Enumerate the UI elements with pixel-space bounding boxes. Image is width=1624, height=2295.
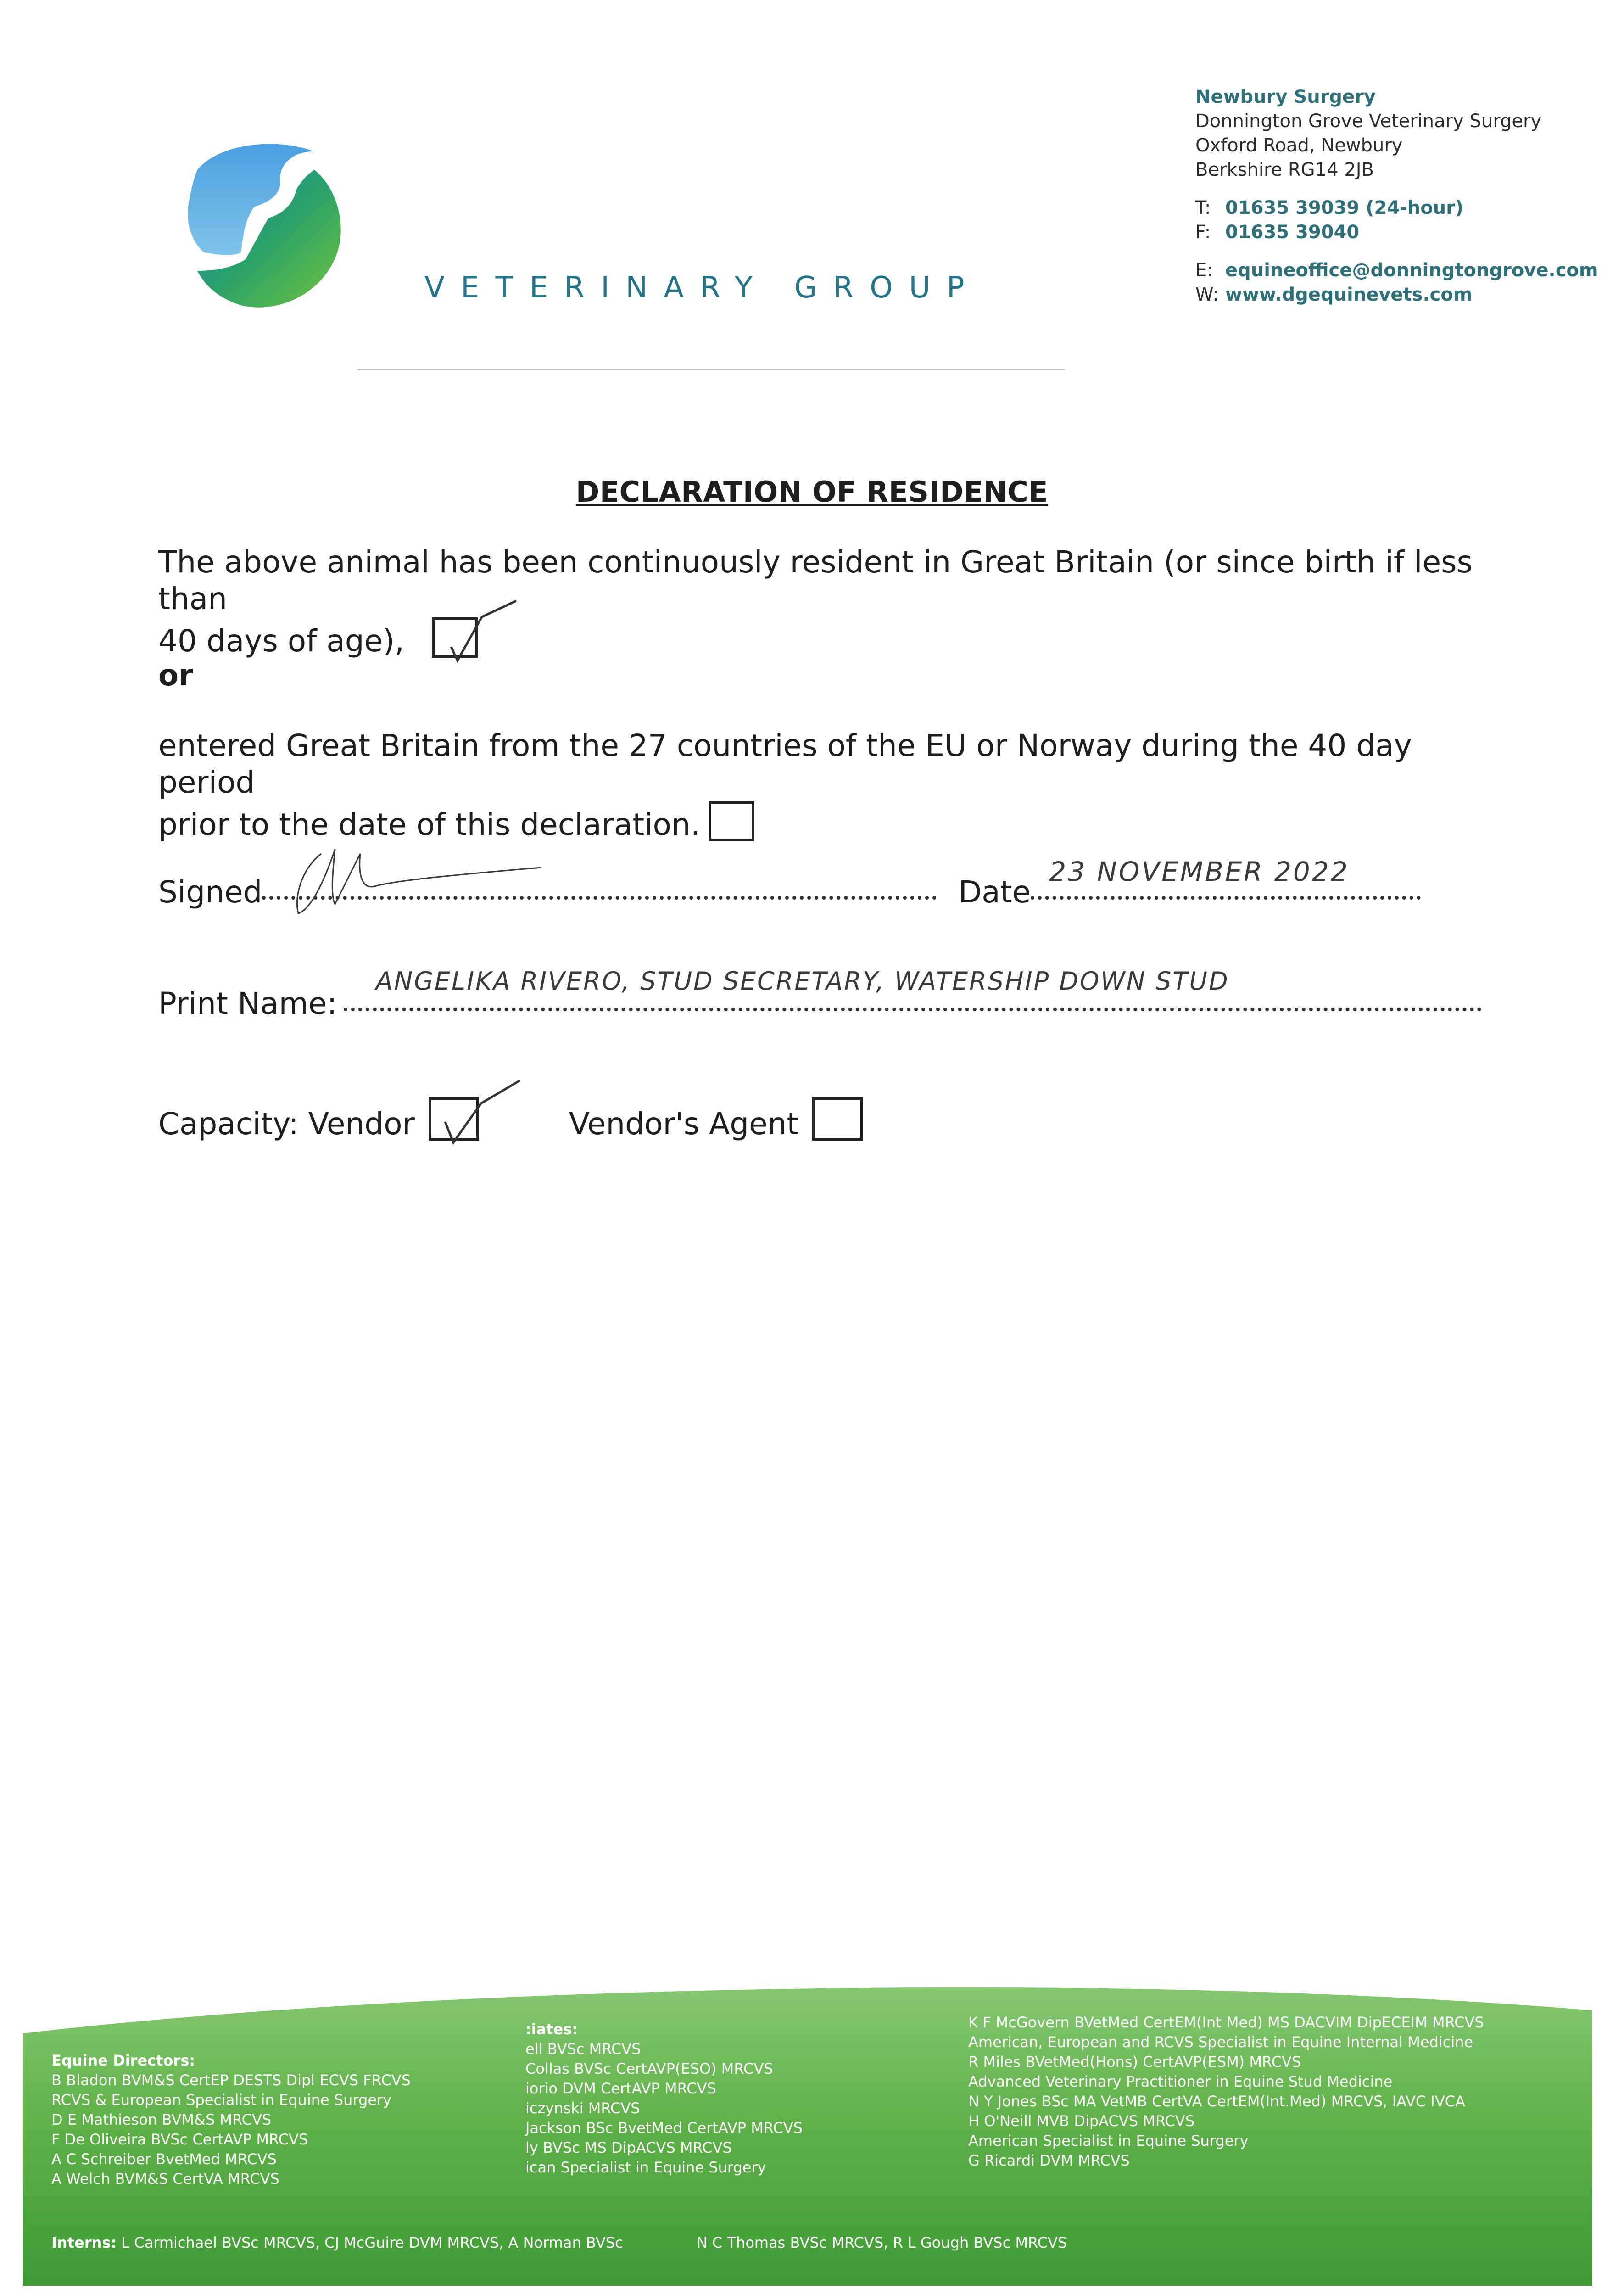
address-line: Berkshire RG14 2JB	[1195, 159, 1374, 180]
specialist-entry: American Specialist in Equine Surgery	[968, 2132, 1249, 2149]
phone-row: T: 01635 39039 (24-hour)	[1195, 197, 1464, 218]
interns-names-2: N C Thomas BVSc MRCVS, R L Gough BVSc MRCVS	[696, 2234, 1067, 2251]
director-entry: B Bladon BVM&S CertEP DESTS Dipl ECVS FRCVS	[51, 2071, 411, 2089]
specialist-entry: G Ricardi DVM MRCVS	[968, 2152, 1130, 2169]
signed-label: Signed	[158, 874, 262, 910]
vendor-agent-label: Vendor's Agent	[569, 1106, 799, 1142]
vendor-agent-checkbox[interactable]	[812, 1097, 863, 1141]
date-field[interactable]	[1031, 856, 1421, 910]
veterinary-group-logo	[177, 138, 351, 317]
interns-row	[51, 2233, 1067, 2253]
print-name-label: Print Name:	[158, 986, 337, 1021]
director-entry: D E Mathieson BVM&S MRCVS	[51, 2111, 272, 2128]
director-entry: F De Oliveira BVSc CertAVP MRCVS	[51, 2131, 308, 2148]
director-entry: A C Schreiber BvetMed MRCVS	[51, 2150, 277, 2168]
website: www.dgequinevets.com	[1225, 284, 1473, 305]
brand-name: VETERINARY GROUP	[424, 271, 981, 305]
address-line: Donnington Grove Veterinary Surgery	[1195, 111, 1542, 132]
print-name-field[interactable]	[344, 967, 1482, 1021]
interns-label: Interns:	[51, 2234, 117, 2251]
phone-number: 01635 39039 (24-hour)	[1225, 197, 1464, 218]
date-value: 23 NOVEMBER 2022	[1049, 856, 1350, 887]
option-resident-line1: The above animal has been continuously resident in Great Britain (or since birth if less than	[158, 544, 1473, 616]
option-resident	[158, 544, 1512, 660]
signature-scribble	[285, 840, 560, 923]
print-name-value: ANGELIKA RIVERO, STUD SECRETARY, WATERSHIP DOWN STUD	[375, 967, 1229, 996]
specialist-entry: American, European and RCVS Specialist in Equine Internal Medicine	[968, 2033, 1473, 2051]
directors-list	[51, 2051, 411, 2189]
associate-entry: Collas BVSc CertAVP(ESO) MRCVS	[525, 2060, 773, 2077]
footer	[0, 1969, 1624, 2295]
associate-entry: ican Specialist in Equine Surgery	[525, 2159, 766, 2176]
director-entry: RCVS & European Specialist in Equine Surgery	[51, 2091, 392, 2109]
specialist-entry: H O'Neill MVB DipACVS MRCVS	[968, 2112, 1194, 2130]
date-label: Date	[958, 874, 1031, 910]
check-mark-icon	[435, 1076, 527, 1149]
fax-row: F: 01635 39040	[1195, 222, 1360, 243]
director-entry: A Welch BVM&S CertVA MRCVS	[51, 2170, 279, 2188]
option-resident-line2: 40 days of age),	[158, 623, 404, 659]
print-name-row	[158, 967, 1471, 1021]
directors-title: Equine Directors:	[51, 2052, 195, 2069]
associate-entry: ell BVSc MRCVS	[525, 2040, 641, 2058]
header-divider	[358, 369, 1065, 370]
resident-checkbox[interactable]	[432, 617, 478, 658]
address-line: Oxford Road, Newbury	[1195, 135, 1403, 156]
vendor-checkbox[interactable]	[429, 1097, 479, 1141]
specialists-list	[968, 2013, 1484, 2171]
option-entered-line2: prior to the date of this declaration.	[158, 807, 700, 842]
capacity-vendor-label: Capacity: Vendor	[158, 1106, 415, 1142]
address-block	[1195, 85, 1608, 307]
associates-title: :iates:	[525, 2021, 578, 2038]
specialist-entry: N Y Jones BSc MA VetMB CertVA CertEM(Int.Med) MRCVS, IAVC IVCA	[968, 2093, 1465, 2110]
associate-entry: iczynski MRCVS	[525, 2099, 640, 2117]
capacity-row	[158, 1076, 1471, 1142]
associates-list	[525, 2020, 803, 2177]
interns-names: L Carmichael BVSc MRCVS, CJ McGuire DVM MRCVS, A Norman BVSc	[121, 2234, 623, 2251]
web-row: W: www.dgequinevets.com	[1195, 284, 1473, 305]
fax-number: 01635 39040	[1225, 222, 1360, 243]
option-entered	[158, 728, 1512, 843]
option-entered-line1: entered Great Britain from the 27 countries of the EU or Norway during the 40 day period	[158, 728, 1412, 800]
branch-name: Newbury Surgery	[1195, 86, 1376, 107]
associate-entry: iorio DVM CertAVP MRCVS	[525, 2080, 716, 2097]
specialist-entry: K F McGovern BVetMed CertEM(Int Med) MS DACVIM DipECEIM MRCVS	[968, 2014, 1484, 2031]
entered-checkbox[interactable]	[709, 801, 754, 841]
or-separator: or	[158, 659, 193, 693]
email-row: E: equineoffice@donningtongrove.com	[1195, 260, 1598, 281]
associate-entry: ly BVSc MS DipACVS MRCVS	[525, 2139, 732, 2156]
check-mark-icon	[438, 596, 530, 670]
document-title: DECLARATION OF RESIDENCE	[575, 475, 1049, 509]
document-title-row	[0, 475, 1624, 509]
specialist-entry: Advanced Veterinary Practitioner in Equine Stud Medicine	[968, 2073, 1393, 2090]
associate-entry: Jackson BSc BvetMed CertAVP MRCVS	[525, 2119, 803, 2137]
specialist-entry: R Miles BVetMed(Hons) CertAVP(ESM) MRCVS	[968, 2053, 1301, 2071]
email-address: equineoffice@donningtongrove.com	[1225, 260, 1598, 281]
